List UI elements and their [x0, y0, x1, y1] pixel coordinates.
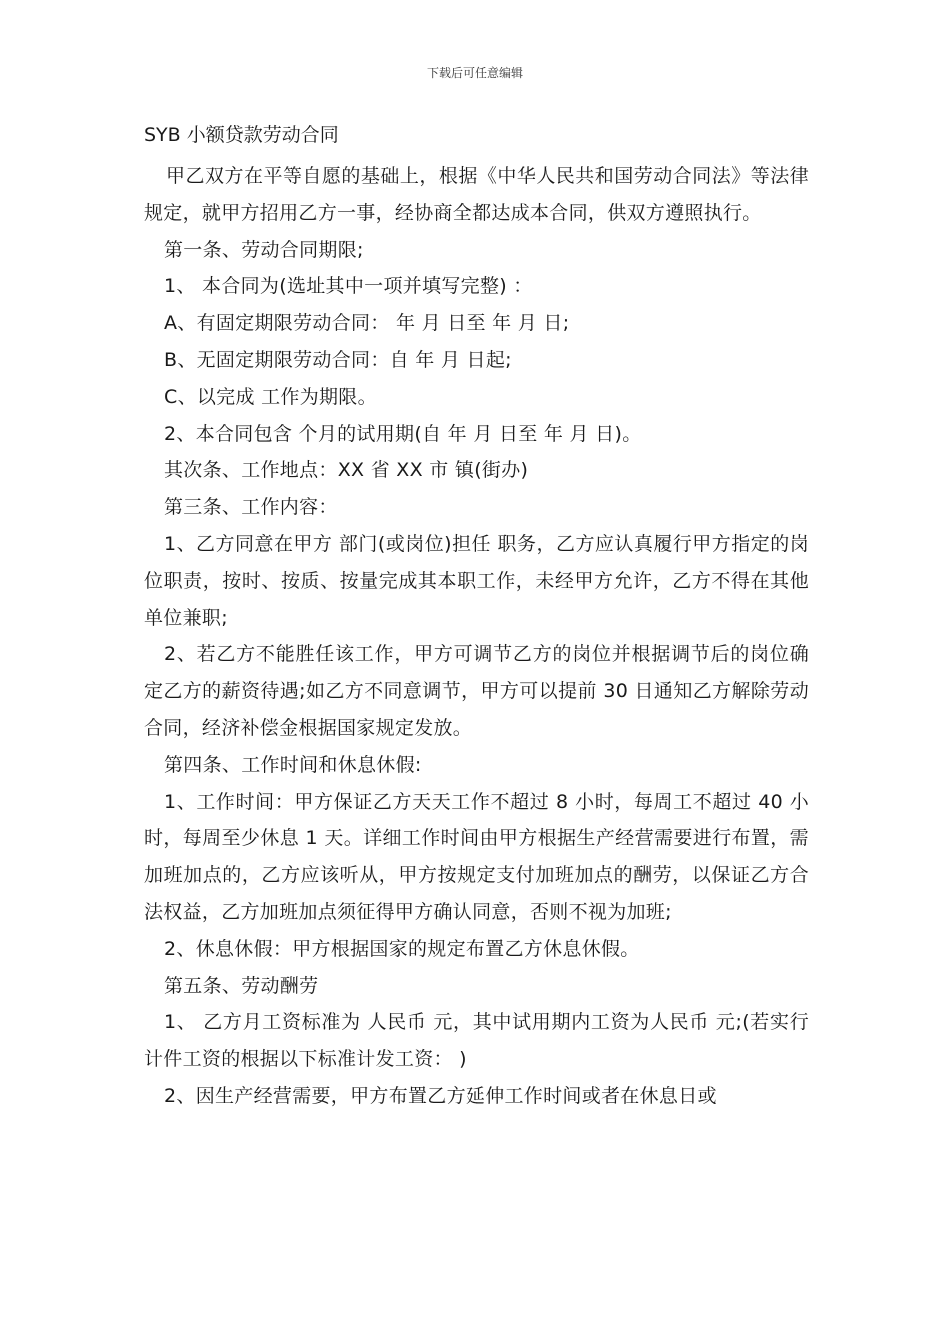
paragraph: 1、 本合同为(选址其中一项并填写完整) ： — [164, 275, 533, 298]
document-body — [144, 120, 809, 1115]
paragraph: C、以完成 工作为期限。 — [164, 385, 377, 408]
article-heading: 第三条、工作内容： — [164, 496, 338, 519]
page-header: 下载后可任意编辑 — [426, 66, 523, 80]
paragraph: 1、工作时间：甲方保证乙方天天工作不超过 8 小时，每周工不超过 40 小时，每周至少休息 1 天。详细工作时间由甲方根据生产经营需要进行布置，需加班加点的，乙方应该听从，甲方按规定支付加班加点的酬劳，以保证乙方合法权益，乙方加班加点须征得甲方确认同意，否则不视为加班; — [144, 790, 809, 923]
article-heading: 第一条、劳动合同期限; — [164, 238, 364, 261]
paragraph: 甲乙双方在平等自愿的基础上，根据《中华人民共和国劳动合同法》等法律规定，就甲方招用乙方一事，经协商全都达成本合同，供双方遵照执行。 — [144, 165, 809, 224]
paragraph: 1、 乙方月工资标准为 人民币 元，其中试用期内工资为人民币 元;(若实行计件工资的根据以下标准计发工资： ) — [144, 1011, 809, 1071]
article-heading: 第五条、劳动酬劳 — [164, 974, 319, 997]
article-heading: 其次条、工作地点：XX 省 XX 市 镇(街办) — [164, 459, 529, 482]
paragraph: 2、休息休假：甲方根据国家的规定布置乙方休息休假。 — [164, 937, 640, 960]
paragraph: 2、本合同包含 个月的试用期(自 年 月 日至 年 月 日)。 — [164, 422, 642, 445]
paragraph: B、无固定期限劳动合同：自 年 月 日起; — [164, 348, 512, 371]
paragraph: 2、因生产经营需要，甲方布置乙方延伸工作时间或者在休息日或 — [164, 1084, 717, 1107]
paragraph: 1、乙方同意在甲方 部门(或岗位)担任 职务，乙方应认真履行甲方指定的岗位职责，按时、按质、按量完成其本职工作，未经甲方允许，乙方不得在其他单位兼职; — [144, 532, 809, 629]
paragraph: 2、若乙方不能胜任该工作，甲方可调节乙方的岗位并根据调节后的岗位确定乙方的薪资待遇;如乙方不同意调节，甲方可以提前 30 日通知乙方解除劳动合同，经济补偿金根据国家规定发放。 — [144, 643, 809, 739]
article-heading: 第四条、工作时间和休息休假: — [164, 753, 422, 776]
paragraph-list — [144, 158, 809, 1115]
paragraph: A、有固定期限劳动合同： 年 月 日至 年 月 日; — [164, 312, 570, 335]
document-title: SYB 小额贷款劳动合同 — [144, 124, 339, 146]
